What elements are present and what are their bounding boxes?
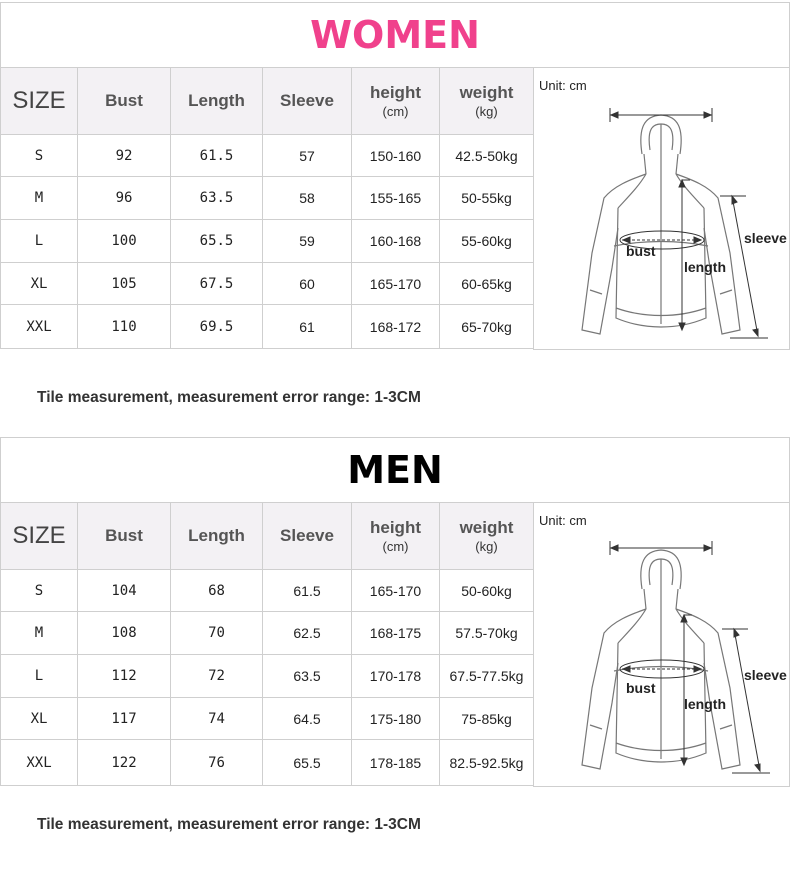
length-cell: 68 — [171, 570, 263, 612]
hooded-jacket-measurement-icon — [534, 503, 789, 786]
men-length-label: length — [684, 696, 726, 712]
men-header-height-unit: (cm) — [382, 539, 409, 554]
size-cell: XL — [1, 263, 78, 305]
hooded-jacket-measurement-icon — [534, 68, 789, 349]
weight-cell: 60-65kg — [440, 263, 534, 305]
weight-cell: 65-70kg — [440, 305, 534, 349]
sleeve-cell: 59 — [263, 220, 352, 263]
weight-cell: 67.5-77.5kg — [440, 655, 534, 698]
length-cell: 65.5 — [171, 220, 263, 263]
table-row — [1, 263, 534, 305]
length-cell: 69.5 — [171, 305, 263, 349]
men-header-weight-unit: (kg) — [475, 539, 498, 554]
women-measurement-figure — [533, 67, 790, 350]
weight-cell: 57.5-70kg — [440, 612, 534, 655]
men-header-row — [1, 503, 534, 570]
women-header-weight-unit: (kg) — [475, 104, 498, 119]
women-header-height-unit: (cm) — [382, 104, 409, 119]
men-bust-label: bust — [626, 680, 656, 696]
men-measurement-figure — [533, 502, 790, 787]
men-header-length: Length — [171, 503, 263, 570]
men-measurement-note: Tile measurement, measurement error range: 1-3CM — [37, 816, 421, 833]
table-row — [1, 740, 534, 786]
bust-cell: 100 — [78, 220, 171, 263]
men-header-bust: Bust — [78, 503, 171, 570]
women-title-box — [0, 2, 790, 68]
table-row — [1, 655, 534, 698]
sleeve-cell: 58 — [263, 177, 352, 220]
women-length-label: length — [684, 259, 726, 275]
height-cell: 168-175 — [352, 612, 440, 655]
height-cell: 165-170 — [352, 263, 440, 305]
women-unit-label: Unit: cm — [539, 78, 587, 93]
length-cell: 61.5 — [171, 135, 263, 177]
women-header-sleeve: Sleeve — [263, 68, 352, 135]
women-header-length: Length — [171, 68, 263, 135]
size-cell: XL — [1, 698, 78, 740]
women-header-size: SIZE — [1, 68, 78, 135]
men-header-sleeve: Sleeve — [263, 503, 352, 570]
women-header-height — [352, 68, 440, 135]
men-title: MEN — [347, 448, 443, 492]
sleeve-cell: 57 — [263, 135, 352, 177]
bust-cell: 110 — [78, 305, 171, 349]
bust-cell: 105 — [78, 263, 171, 305]
size-cell: M — [1, 177, 78, 220]
sleeve-cell: 61.5 — [263, 570, 352, 612]
women-bust-label: bust — [626, 243, 656, 259]
sleeve-cell: 64.5 — [263, 698, 352, 740]
women-header-bust: Bust — [78, 68, 171, 135]
women-header-weight — [440, 68, 534, 135]
women-header-weight-label: weight — [459, 83, 514, 102]
sleeve-cell: 62.5 — [263, 612, 352, 655]
table-row — [1, 612, 534, 655]
sleeve-cell: 63.5 — [263, 655, 352, 698]
size-cell: S — [1, 135, 78, 177]
height-cell: 178-185 — [352, 740, 440, 786]
men-header-size: SIZE — [1, 503, 78, 570]
size-cell: L — [1, 655, 78, 698]
bust-cell: 117 — [78, 698, 171, 740]
women-header-height-label: height — [370, 83, 421, 102]
men-header-weight-label: weight — [459, 518, 514, 537]
length-cell: 67.5 — [171, 263, 263, 305]
table-row — [1, 698, 534, 740]
height-cell: 150-160 — [352, 135, 440, 177]
height-cell: 168-172 — [352, 305, 440, 349]
size-cell: XXL — [1, 305, 78, 349]
bust-cell: 112 — [78, 655, 171, 698]
women-size-table — [0, 67, 534, 349]
size-cell: M — [1, 612, 78, 655]
women-title: WOMEN — [310, 13, 480, 57]
table-row — [1, 570, 534, 612]
men-header-height — [352, 503, 440, 570]
size-cell: S — [1, 570, 78, 612]
length-cell: 70 — [171, 612, 263, 655]
table-row — [1, 177, 534, 220]
length-cell: 74 — [171, 698, 263, 740]
men-title-box — [0, 437, 790, 503]
height-cell: 170-178 — [352, 655, 440, 698]
length-cell: 63.5 — [171, 177, 263, 220]
length-cell: 76 — [171, 740, 263, 786]
weight-cell: 42.5-50kg — [440, 135, 534, 177]
bust-cell: 96 — [78, 177, 171, 220]
height-cell: 155-165 — [352, 177, 440, 220]
bust-cell: 122 — [78, 740, 171, 786]
men-unit-label: Unit: cm — [539, 513, 587, 528]
women-sleeve-label: sleeve — [744, 230, 787, 246]
height-cell: 160-168 — [352, 220, 440, 263]
men-header-height-label: height — [370, 518, 421, 537]
bust-cell: 92 — [78, 135, 171, 177]
men-sleeve-label: sleeve — [744, 667, 787, 683]
women-header-row — [1, 68, 534, 135]
women-measurement-note: Tile measurement, measurement error range: 1-3CM — [37, 389, 421, 406]
sleeve-cell: 65.5 — [263, 740, 352, 786]
size-cell: XXL — [1, 740, 78, 786]
men-header-weight — [440, 503, 534, 570]
length-cell: 72 — [171, 655, 263, 698]
size-cell: L — [1, 220, 78, 263]
height-cell: 175-180 — [352, 698, 440, 740]
weight-cell: 50-60kg — [440, 570, 534, 612]
bust-cell: 108 — [78, 612, 171, 655]
weight-cell: 50-55kg — [440, 177, 534, 220]
table-row — [1, 305, 534, 349]
weight-cell: 82.5-92.5kg — [440, 740, 534, 786]
sleeve-cell: 61 — [263, 305, 352, 349]
table-row — [1, 135, 534, 177]
weight-cell: 55-60kg — [440, 220, 534, 263]
height-cell: 165-170 — [352, 570, 440, 612]
men-size-table — [0, 502, 534, 786]
sleeve-cell: 60 — [263, 263, 352, 305]
table-row — [1, 220, 534, 263]
bust-cell: 104 — [78, 570, 171, 612]
weight-cell: 75-85kg — [440, 698, 534, 740]
